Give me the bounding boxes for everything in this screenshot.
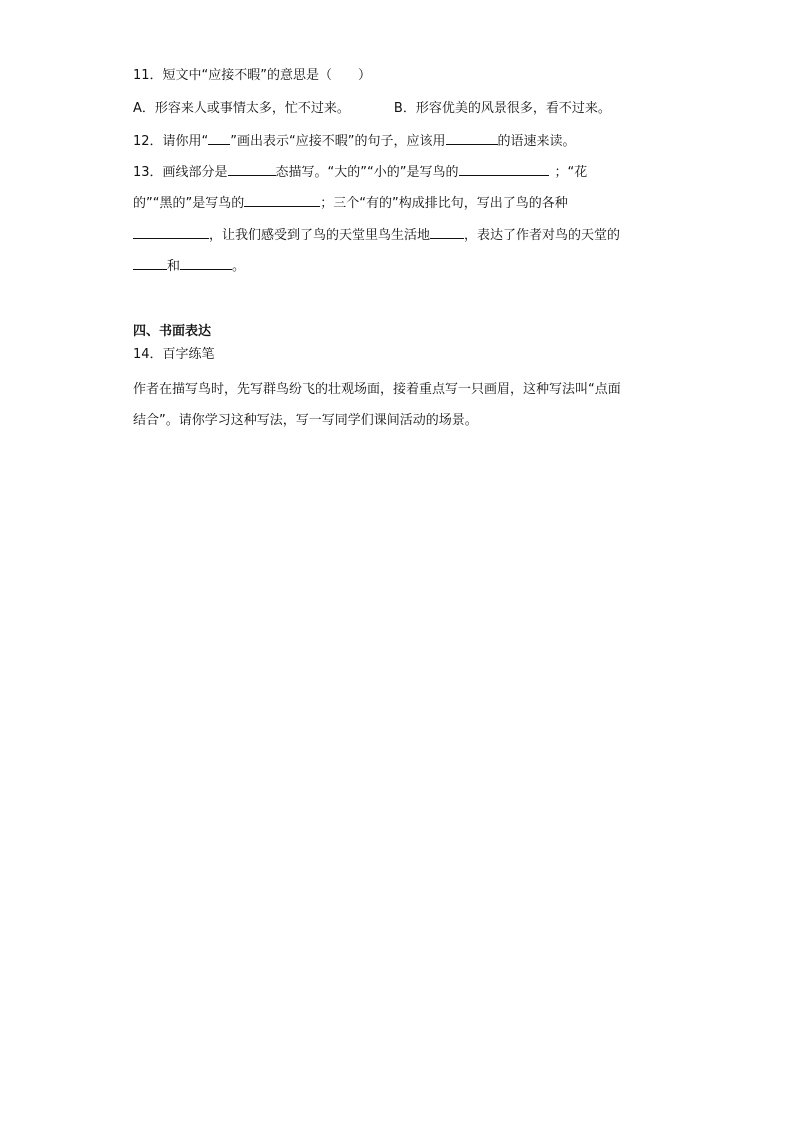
q13-blank-1[interactable] (228, 163, 276, 176)
q11-option-b[interactable]: B．形容优美的风景很多，看不过来。 (393, 101, 611, 116)
q13-line-1 (133, 163, 587, 181)
q12-text-2: ”画出表示“应接不暇”的句子，应该用 (230, 134, 446, 149)
q13-text-4: 的”“黑的”是写鸟的 (133, 196, 245, 211)
q13-text-8: 和 (167, 259, 181, 274)
q13-blank-3[interactable] (244, 194, 320, 207)
q13-text-3: ；“花 (554, 165, 588, 180)
q13-text-9: 。 (232, 259, 246, 274)
q13-blank-5[interactable] (430, 226, 464, 239)
q14-prompt-line-2: 结合”。请你学习这种写法，写一写同学们课间活动的场景。 (133, 413, 478, 428)
section-heading: 四、书面表达 (133, 324, 212, 339)
q13-text-1: 13．画线部分是 (133, 165, 228, 180)
q13-text-5: ；三个“有的”构成排比句，写出了鸟的各种 (320, 196, 568, 211)
q14-title: 14．百字练笔 (133, 347, 215, 362)
q14-prompt-line-1: 作者在描写鸟时，先写群鸟纷飞的壮观场面，接着重点写一只画眉，这种写法叫“点面 (133, 382, 621, 397)
q13-line-4 (133, 257, 245, 275)
q13-blank-6[interactable] (133, 257, 167, 270)
q13-text-6: ，让我们感受到了鸟的天堂里鸟生活地 (209, 228, 431, 243)
q12-text-1: 12．请你用“ (133, 134, 209, 149)
q13-blank-7[interactable] (180, 257, 232, 270)
q11-options (133, 101, 611, 117)
q12-line (133, 132, 576, 150)
q13-text-2: 态描写。“大的”“小的”是写鸟的 (275, 165, 459, 180)
q13-line-2 (133, 194, 568, 212)
q12-text-3: 的语速来读。 (497, 134, 576, 149)
q13-line-3 (133, 226, 620, 244)
q12-line-symbol-blank[interactable] (208, 132, 230, 145)
q13-blank-2[interactable] (459, 163, 549, 176)
q11-option-a[interactable]: A．形容来人或事情太多，忙不过来。 (133, 101, 350, 116)
q13-blank-4[interactable] (133, 226, 209, 239)
q13-text-7: ，表达了作者对鸟的天堂的 (464, 228, 621, 243)
q12-speed-blank[interactable] (446, 132, 498, 145)
q11-stem: 11．短文中“应接不暇”的意思是（ ） (133, 68, 372, 83)
